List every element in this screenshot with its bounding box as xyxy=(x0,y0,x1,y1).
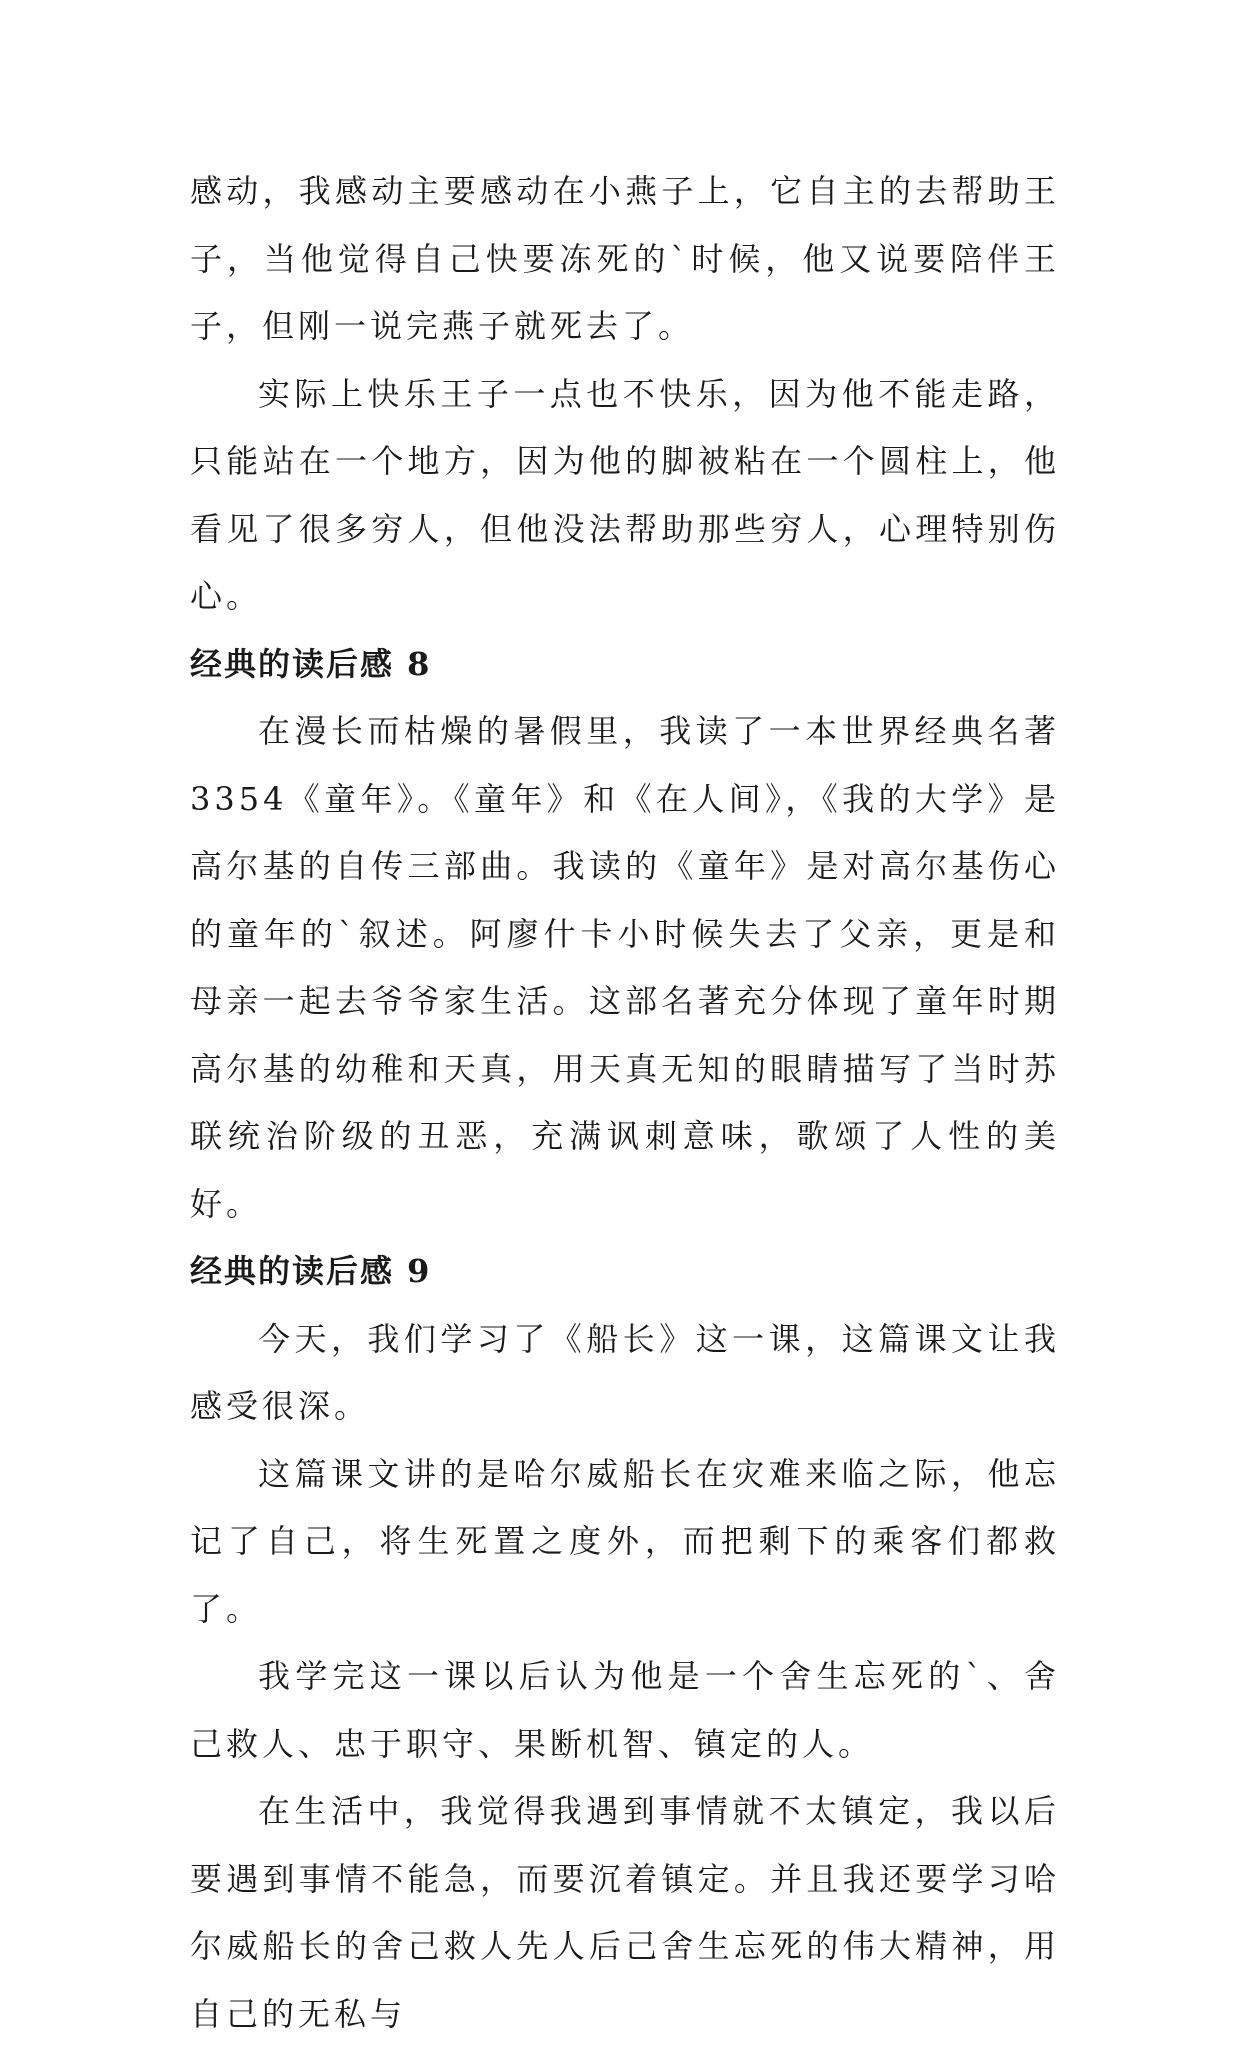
section-heading-8: 经典的读后感 8 xyxy=(190,644,432,683)
paragraph-captain-traits: 我学完这一课以后认为他是一个舍生忘死的`、舍己救人、忠于职守、果断机智、镇定的人。 xyxy=(190,1657,1060,1763)
paragraph-swallow: 感动，我感动主要感动在小燕子上，它自主的去帮助王子，当他觉得自己快要冻死的`时候，他又说要陪伴王子，但刚一说完燕子就死去了。 xyxy=(190,172,1060,345)
paragraph-happy-prince: 实际上快乐王子一点也不快乐，因为他不能走路，只能站在一个地方，因为他的脚被粘在一个圆柱上，他看见了很多穷人，但他没法帮助那些穷人，心理特别伤心。 xyxy=(190,374,1060,615)
paragraph-captain-story: 这篇课文讲的是哈尔威船长在灾难来临之际，他忘记了自己，将生死置之度外，而把剩下的乘客们都救了。 xyxy=(190,1454,1060,1628)
document-body xyxy=(190,158,1060,2048)
paragraph-captain-intro: 今天，我们学习了《船长》这一课，这篇课文让我感受很深。 xyxy=(190,1319,1060,1425)
section-heading-9: 经典的读后感 9 xyxy=(190,1252,432,1290)
paragraph-captain-lesson: 在生活中，我觉得我遇到事情就不太镇定，我以后要遇到事情不能急，而要沉着镇定。并且我还要学习哈尔威船长的舍己救人先人后己舍生忘死的伟大精神，用自己的无私与 xyxy=(190,1792,1060,2033)
paragraph-childhood: 在漫长而枯燥的暑假里，我读了一本世界经典名著 3354《童年》。《童年》和《在人间》，《我的大学》是高尔基的自传三部曲。我读的《童年》是对高尔基伤心的童年的`叙述。阿廖什卡小时候失去了父亲，更是和母亲一起去爷爷家生活。这部名著充分体现了童年时期高尔基的幼稚和天真，用天真无知的眼睛描写了当时苏联统治阶级的丑恶，充满讽刺意味，歌颂了人性的美好。 xyxy=(190,712,1060,1223)
